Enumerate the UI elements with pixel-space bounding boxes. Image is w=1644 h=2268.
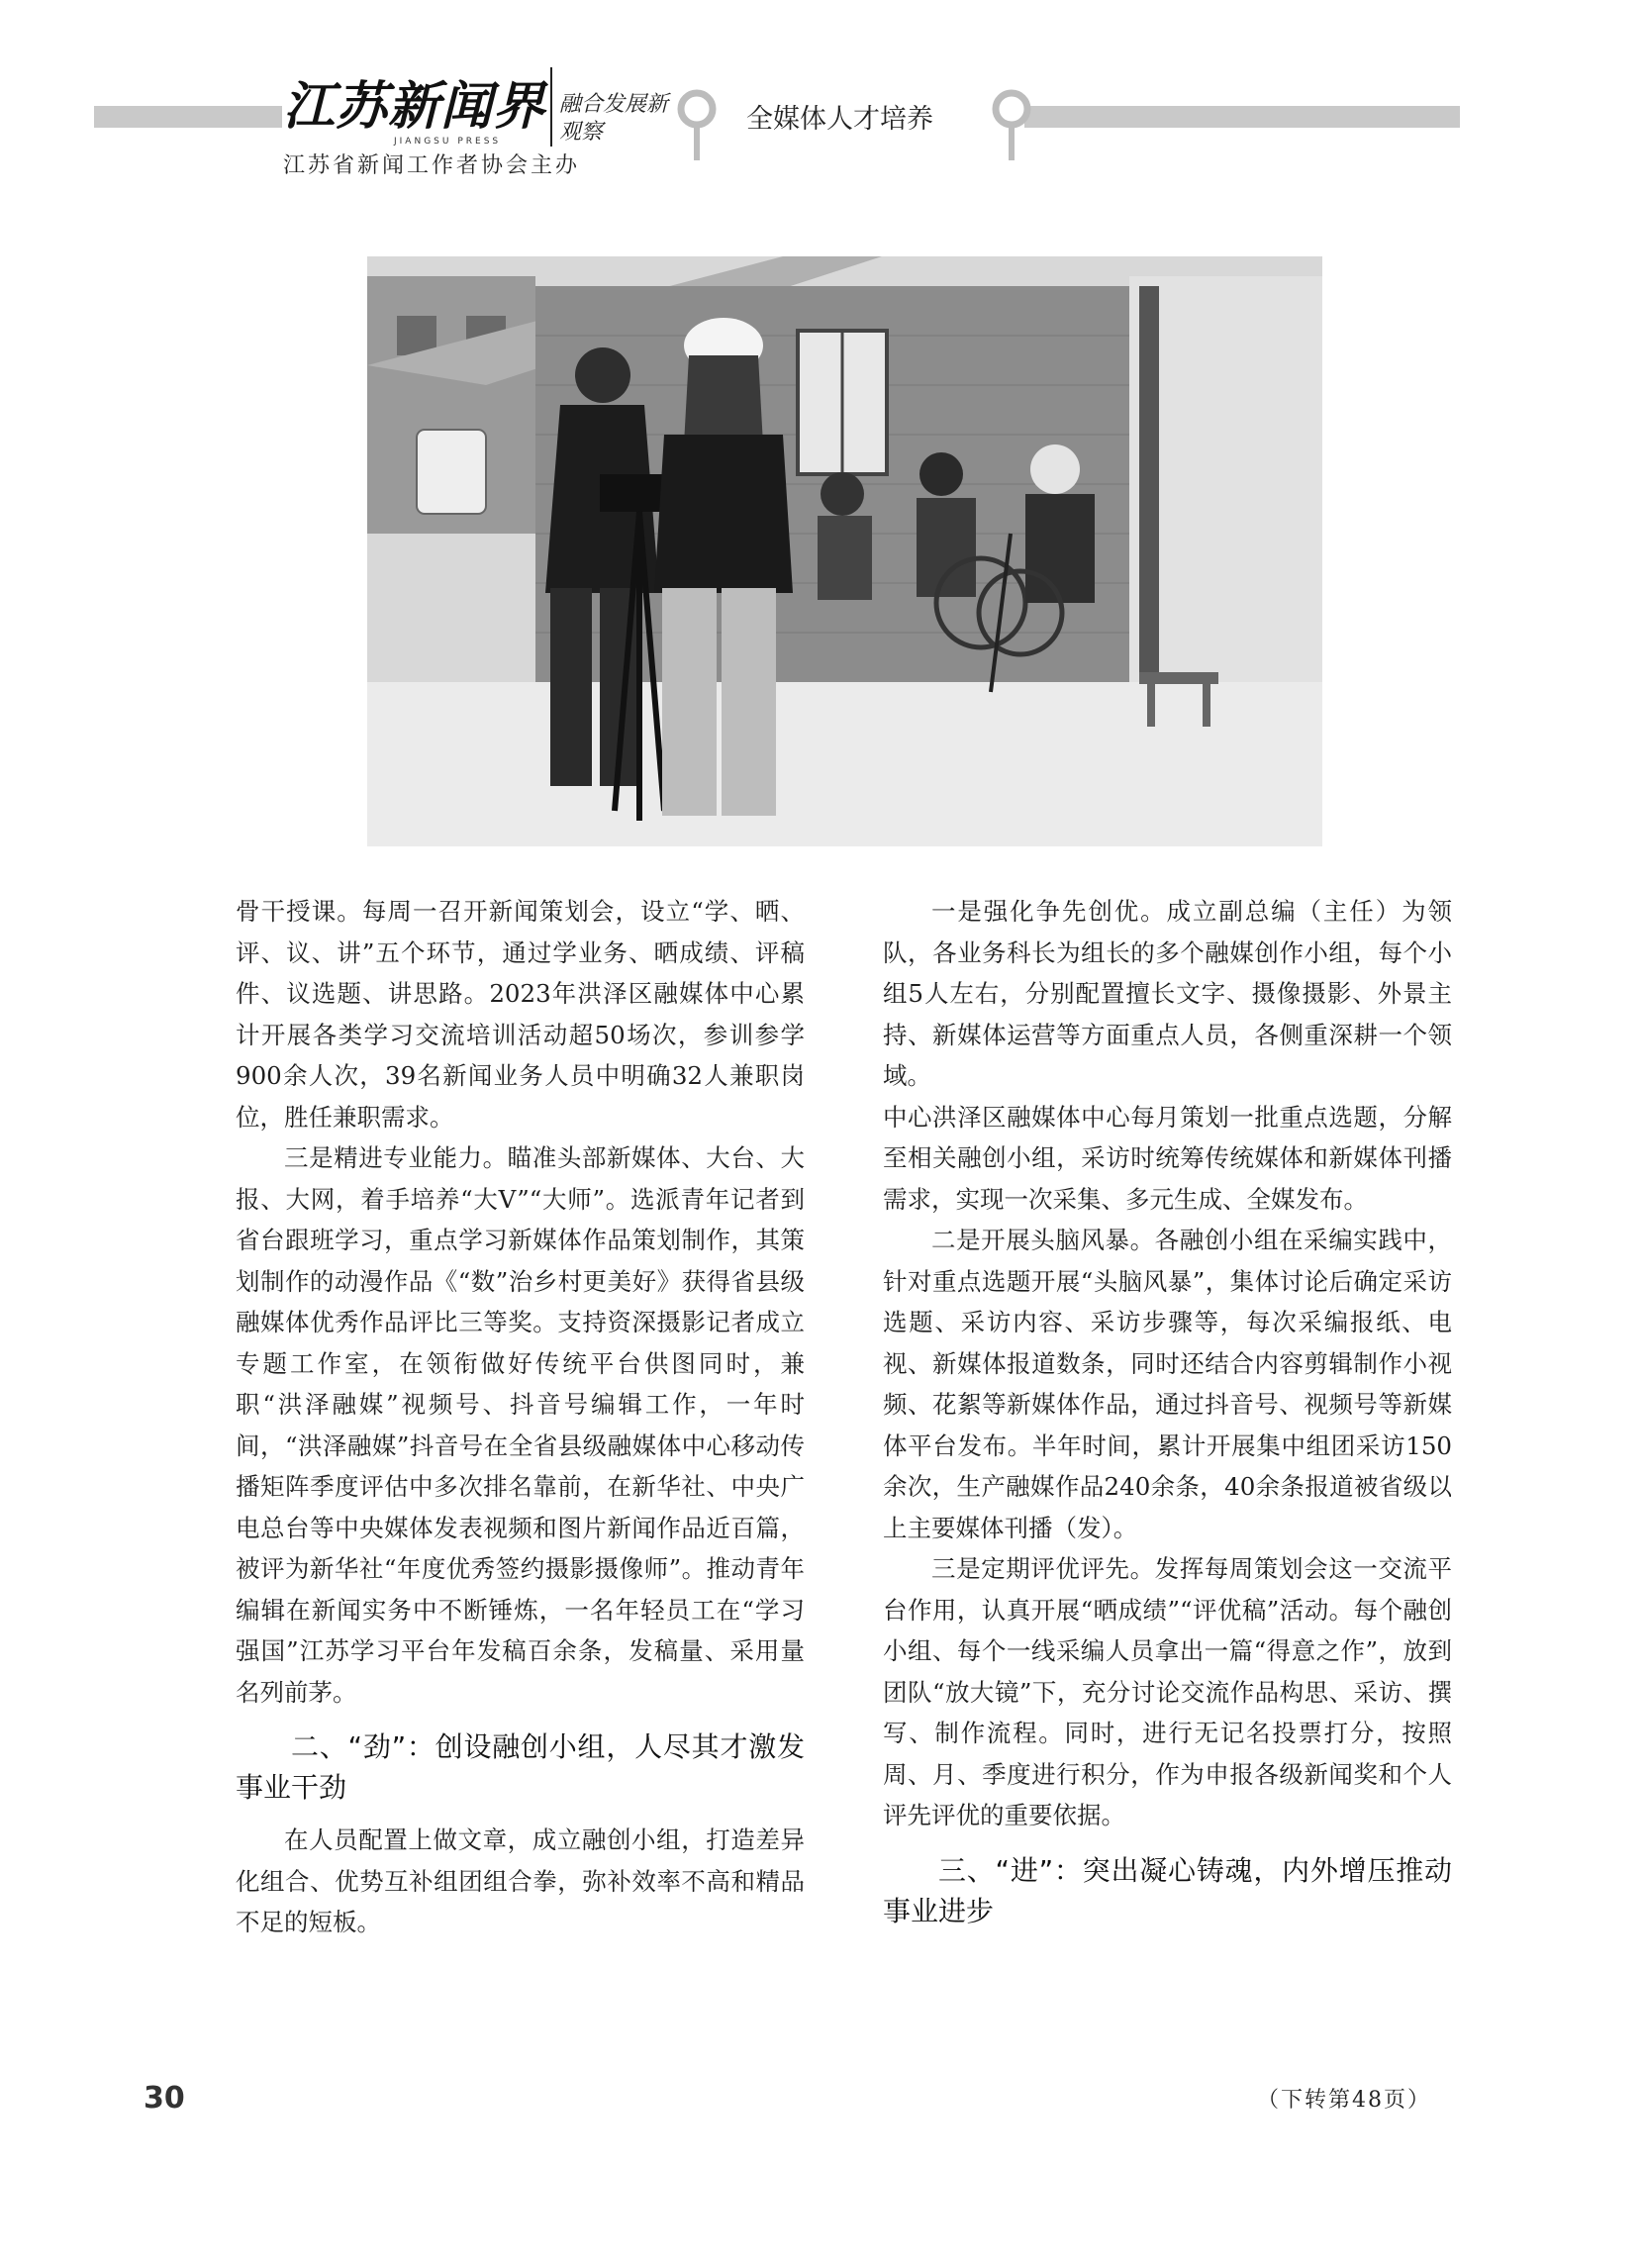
- news-photo: [367, 256, 1322, 846]
- paragraph: 二是开展头脑风暴。各融创小组在采编实践中，针对重点选题开展“头脑风暴”，集体讨论后确定采访选题、采访内容、采访步骤等，每次采编报纸、电视、新媒体报道数条，同时还结合内容剪辑制作小视频、花絮等新媒体作品，通过抖音号、视频号等新媒体平台发布。半年时间，累计开展集中组团采访150余次，生产融媒作品240余条，40余条报道被省级以上主要媒体刊播（发）。: [883, 1226, 1452, 1542]
- paragraph: 三是定期评优评先。发挥每周策划会这一交流平台作用，认真开展“晒成绩”“评优稿”活动。每个融创小组、每个一线采编人员拿出一篇“得意之作”，放到团队“放大镜”下，充分讨论交流作品构思、采访、撰写、制作流程。同时，进行无记名投票打分，按照周、月、季度进行积分，作为申报各级新闻奖和个人评先评优的重要依据。: [883, 1554, 1452, 1829]
- header-bar-left: [94, 106, 282, 128]
- magazine-subtitle: JIANGSU PRESS: [394, 137, 502, 147]
- magazine-title: 江苏新闻界: [283, 77, 546, 137]
- section-heading: 二、“劲”：创设融创小组，人尽其才激发事业干劲: [236, 1730, 805, 1804]
- organizer-line: 江苏省新闻工作者协会主办: [283, 153, 581, 178]
- section-title: 全媒体人才培养: [746, 104, 933, 135]
- page-number: 30: [144, 2081, 185, 2116]
- section-heading: 三、“进”：突出凝心铸魂，内外增压推动事业进步: [883, 1853, 1452, 1927]
- header-divider: [550, 67, 552, 147]
- pin-icon: [990, 87, 1033, 162]
- paragraph: 一是强化争先创优。成立副总编（主任）为领队，各业务科长为组长的多个融媒创作小组，每个小组5人左右，分别配置擅长文字、摄像摄影、外景主持、新媒体运营等方面重点人员，各侧重深耕一个领域。: [883, 897, 1452, 1090]
- paragraph: 中心洪泽区融媒体中心每月策划一批重点选题，分解至相关融创小组，采访时统筹传统媒体和新媒体刊播需求，实现一次采集、多元生成、全媒发布。: [883, 1102, 1452, 1214]
- column-tag: 融合发展新观察: [559, 92, 669, 145]
- header-bar-right: [1024, 106, 1460, 128]
- paragraph: 三是精进专业能力。瞄准头部新媒体、大台、大报、大网，着手培养“大V”“大师”。选派青年记者到省台跟班学习，重点学习新媒体作品策划制作，其策划制作的动漫作品《“数”治乡村更美好》获得省县级融媒体优秀作品评比三等奖。支持资深摄影记者成立专题工作室，在领衔做好传统平台供图同时，兼职“洪泽融媒”视频号、抖音号编辑工作，一年时间，“洪泽融媒”抖音号在全省县级融媒体中心移动传播矩阵季度评估中多次排名靠前，在新华社、中央广电总台等中央媒体发表视频和图片新闻作品近百篇，被评为新华社“年度优秀签约摄影摄像师”。推动青年编辑在新闻实务中不断锤炼，一名年轻员工在“学习强国”江苏学习平台年发稿百余条，发稿量、采用量名列前茅。: [236, 1143, 805, 1707]
- right-text-column: [883, 891, 1452, 1943]
- paragraph: 在人员配置上做文章，成立融创小组，打造差异化组合、优势互补组团组合拳，弥补效率不高和精品不足的短板。: [236, 1825, 805, 1936]
- paragraph: 骨干授课。每周一召开新闻策划会，设立“学、晒、评、议、讲”五个环节，通过学业务、晒成绩、评稿件、议选题、讲思路。2023年洪泽区融媒体中心累计开展各类学习交流培训活动超50场次，参训参学900余人次，39名新闻业务人员中明确32人兼职岗位，胜任兼职需求。: [236, 897, 805, 1132]
- continued-note: （下转第48页）: [1257, 2088, 1431, 2113]
- left-text-column: [236, 891, 805, 1943]
- pin-icon: [675, 87, 719, 162]
